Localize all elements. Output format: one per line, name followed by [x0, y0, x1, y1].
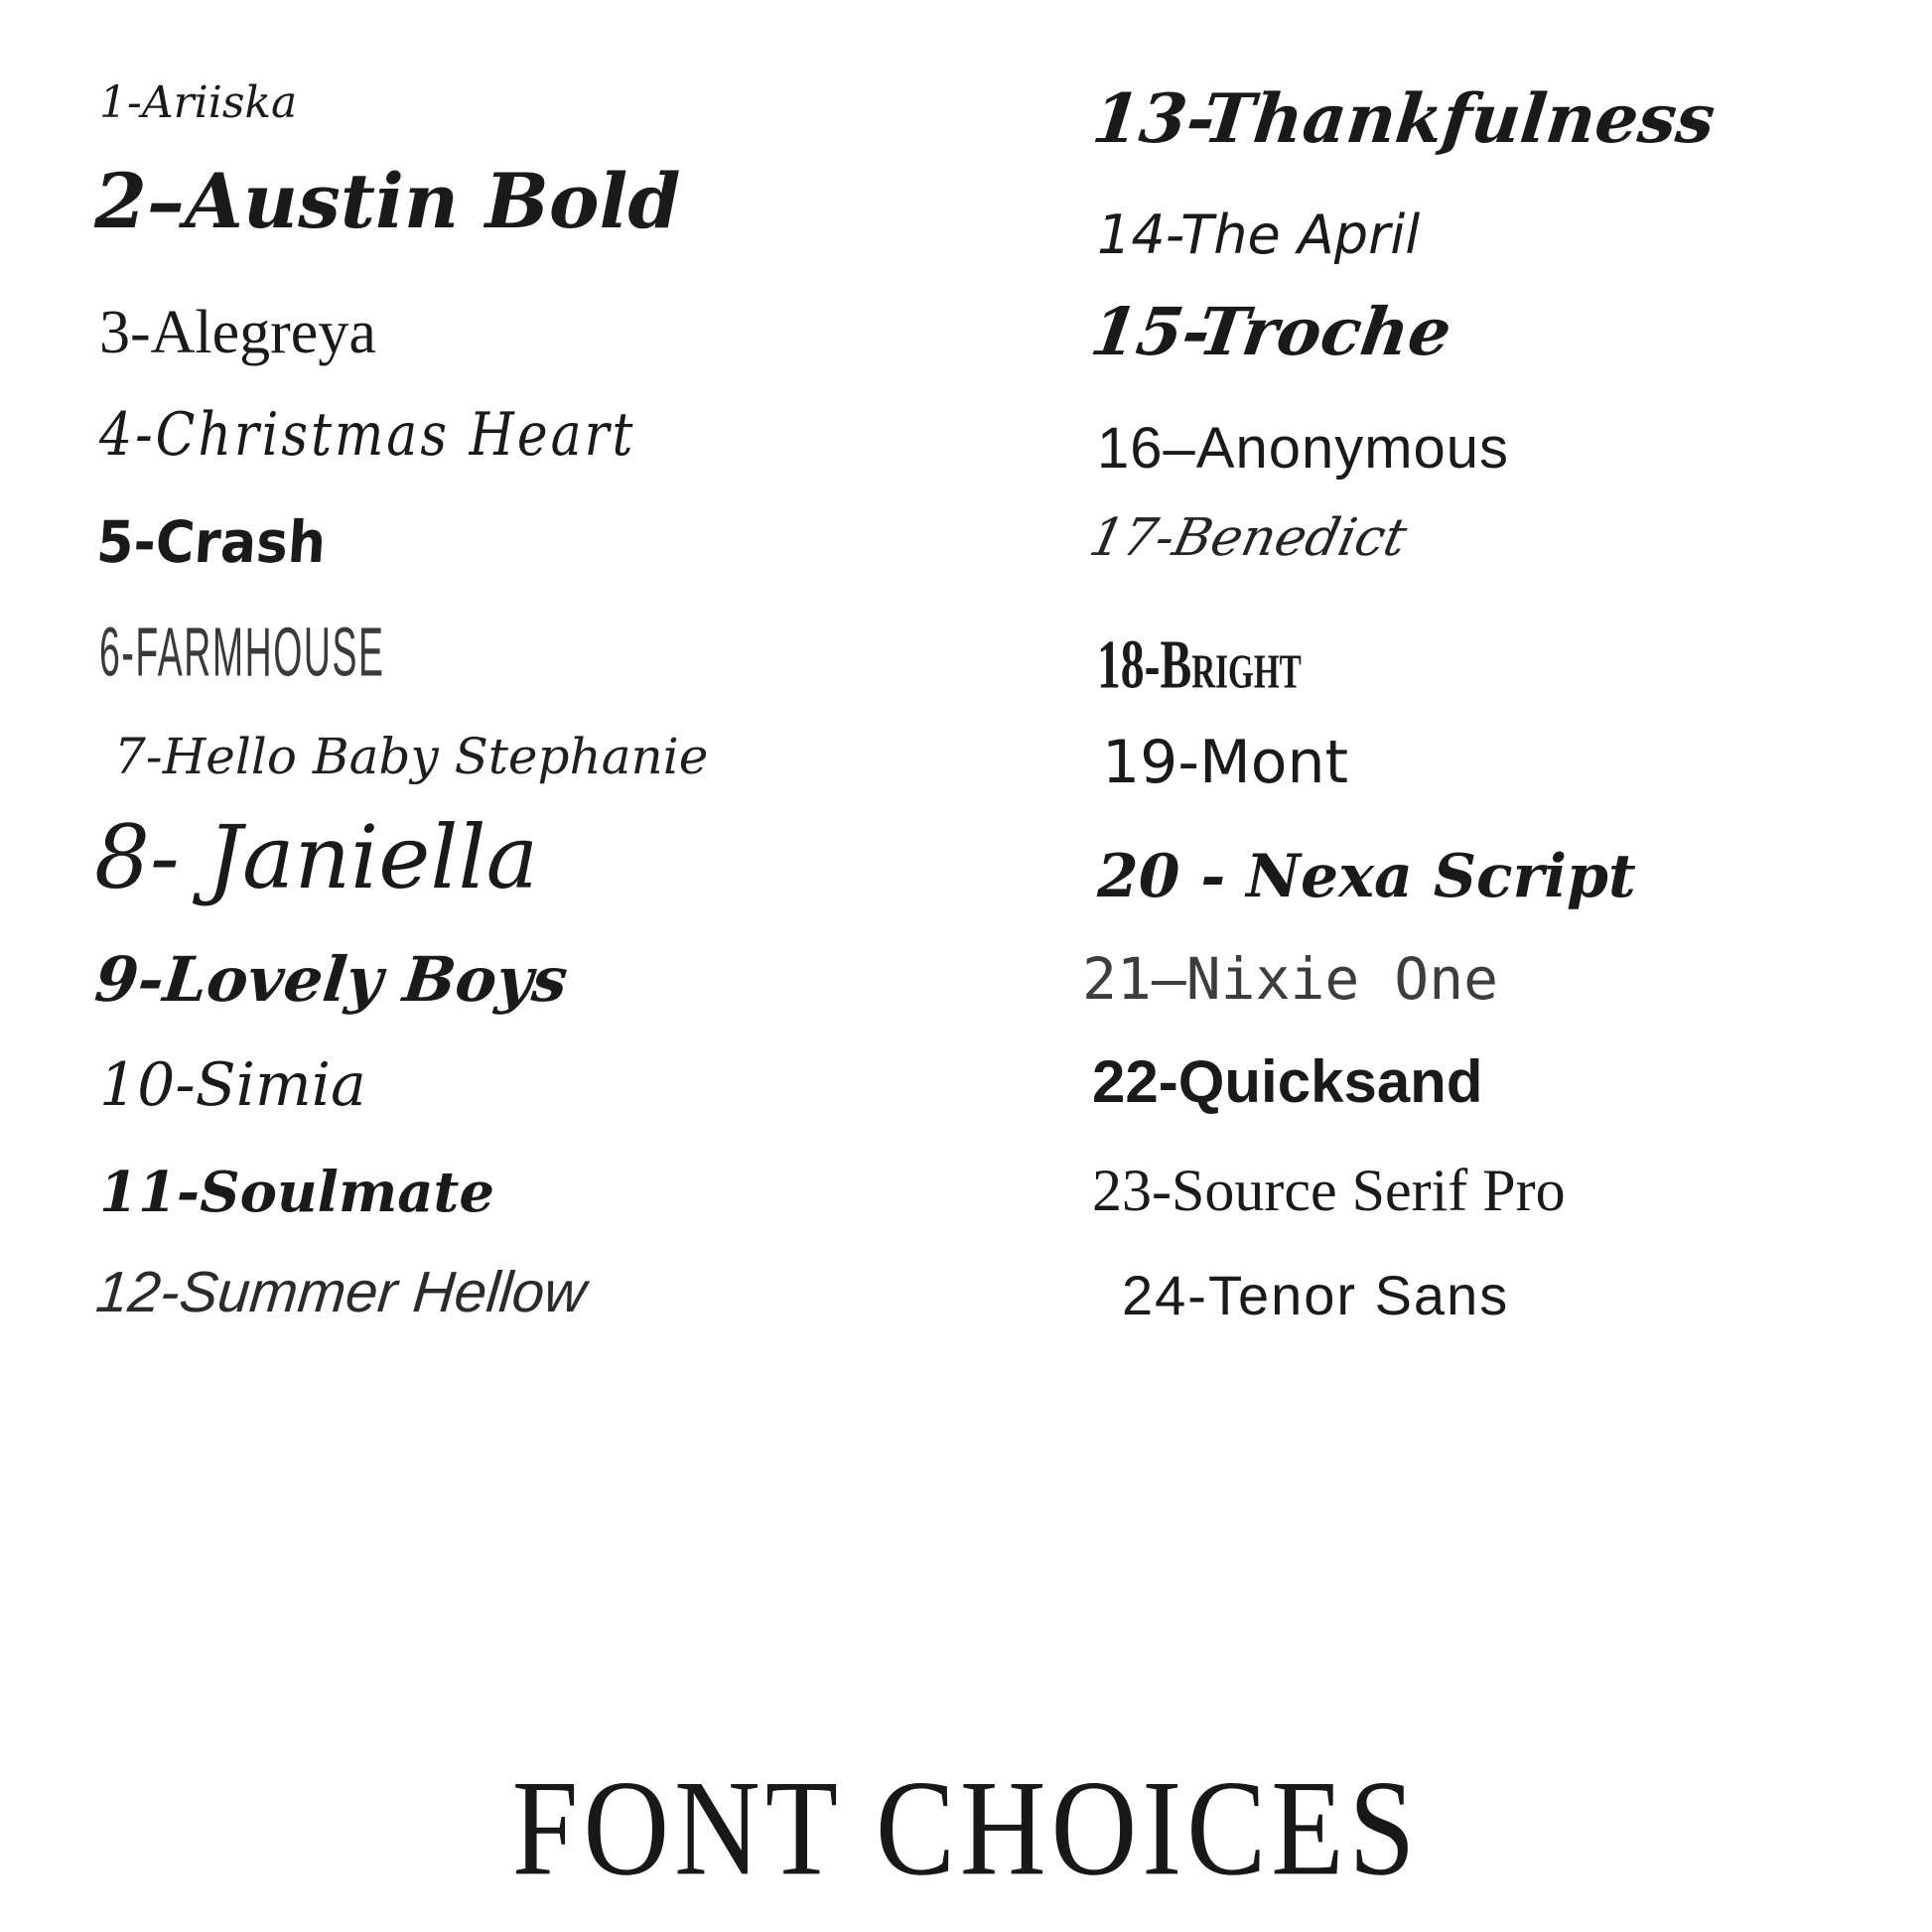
font-sample-lovely-boys: 9-Lovely Boys	[91, 943, 572, 1016]
font-sample-summer-hellow: 12-Summer Hellow	[93, 1260, 590, 1324]
font-sample-tenor-sans: 24-Tenor Sans	[1122, 1264, 1510, 1326]
page-title: FONT CHOICES	[511, 1751, 1421, 1904]
font-sample-hello-baby-stephanie: 7-Hello Baby Stephanie	[114, 728, 709, 785]
font-sample-christmas-heart: 4-Christmas Heart	[99, 401, 636, 470]
sheet-footer	[0, 1749, 1932, 1904]
font-sample-mont: 19-Mont	[1102, 728, 1349, 797]
font-sample-thankfulness: 13-Thankfulness	[1088, 79, 1720, 159]
font-sample-source-serif-pro: 23-Source Serif Pro	[1092, 1158, 1566, 1223]
font-sample-bright: 18-Bright	[1097, 626, 1302, 704]
font-sample-nexa-script: 20 - Nexa Script	[1097, 842, 1636, 911]
font-sample-benedict: 17-Benedict	[1084, 508, 1412, 568]
font-sample-alegreya: 3-Alegreya	[99, 299, 376, 366]
font-sample-nixie-one: 21–Nixie One	[1082, 945, 1499, 1013]
font-sample-farmhouse: 6-FARMHOUSE	[99, 615, 385, 692]
font-sample-anonymous: 16–Anonymous	[1097, 416, 1510, 481]
font-sample-soulmate: 11-Soulmate	[99, 1160, 494, 1225]
font-sample-janiella: 8- Janiella	[94, 806, 539, 908]
font-sample-simia: 10-Simia	[99, 1050, 366, 1120]
font-sample-crash: 5-Crash	[94, 508, 329, 576]
font-sample-troche: 15-Troche	[1086, 293, 1456, 370]
font-sample-austin-bold: 2–Austin Bold	[94, 157, 681, 245]
font-sample-quicksand: 22-Quicksand	[1092, 1048, 1483, 1115]
font-sample-ariiska: 1-Ariiska	[99, 77, 298, 128]
font-sample-the-april: 14-The April	[1097, 204, 1421, 266]
